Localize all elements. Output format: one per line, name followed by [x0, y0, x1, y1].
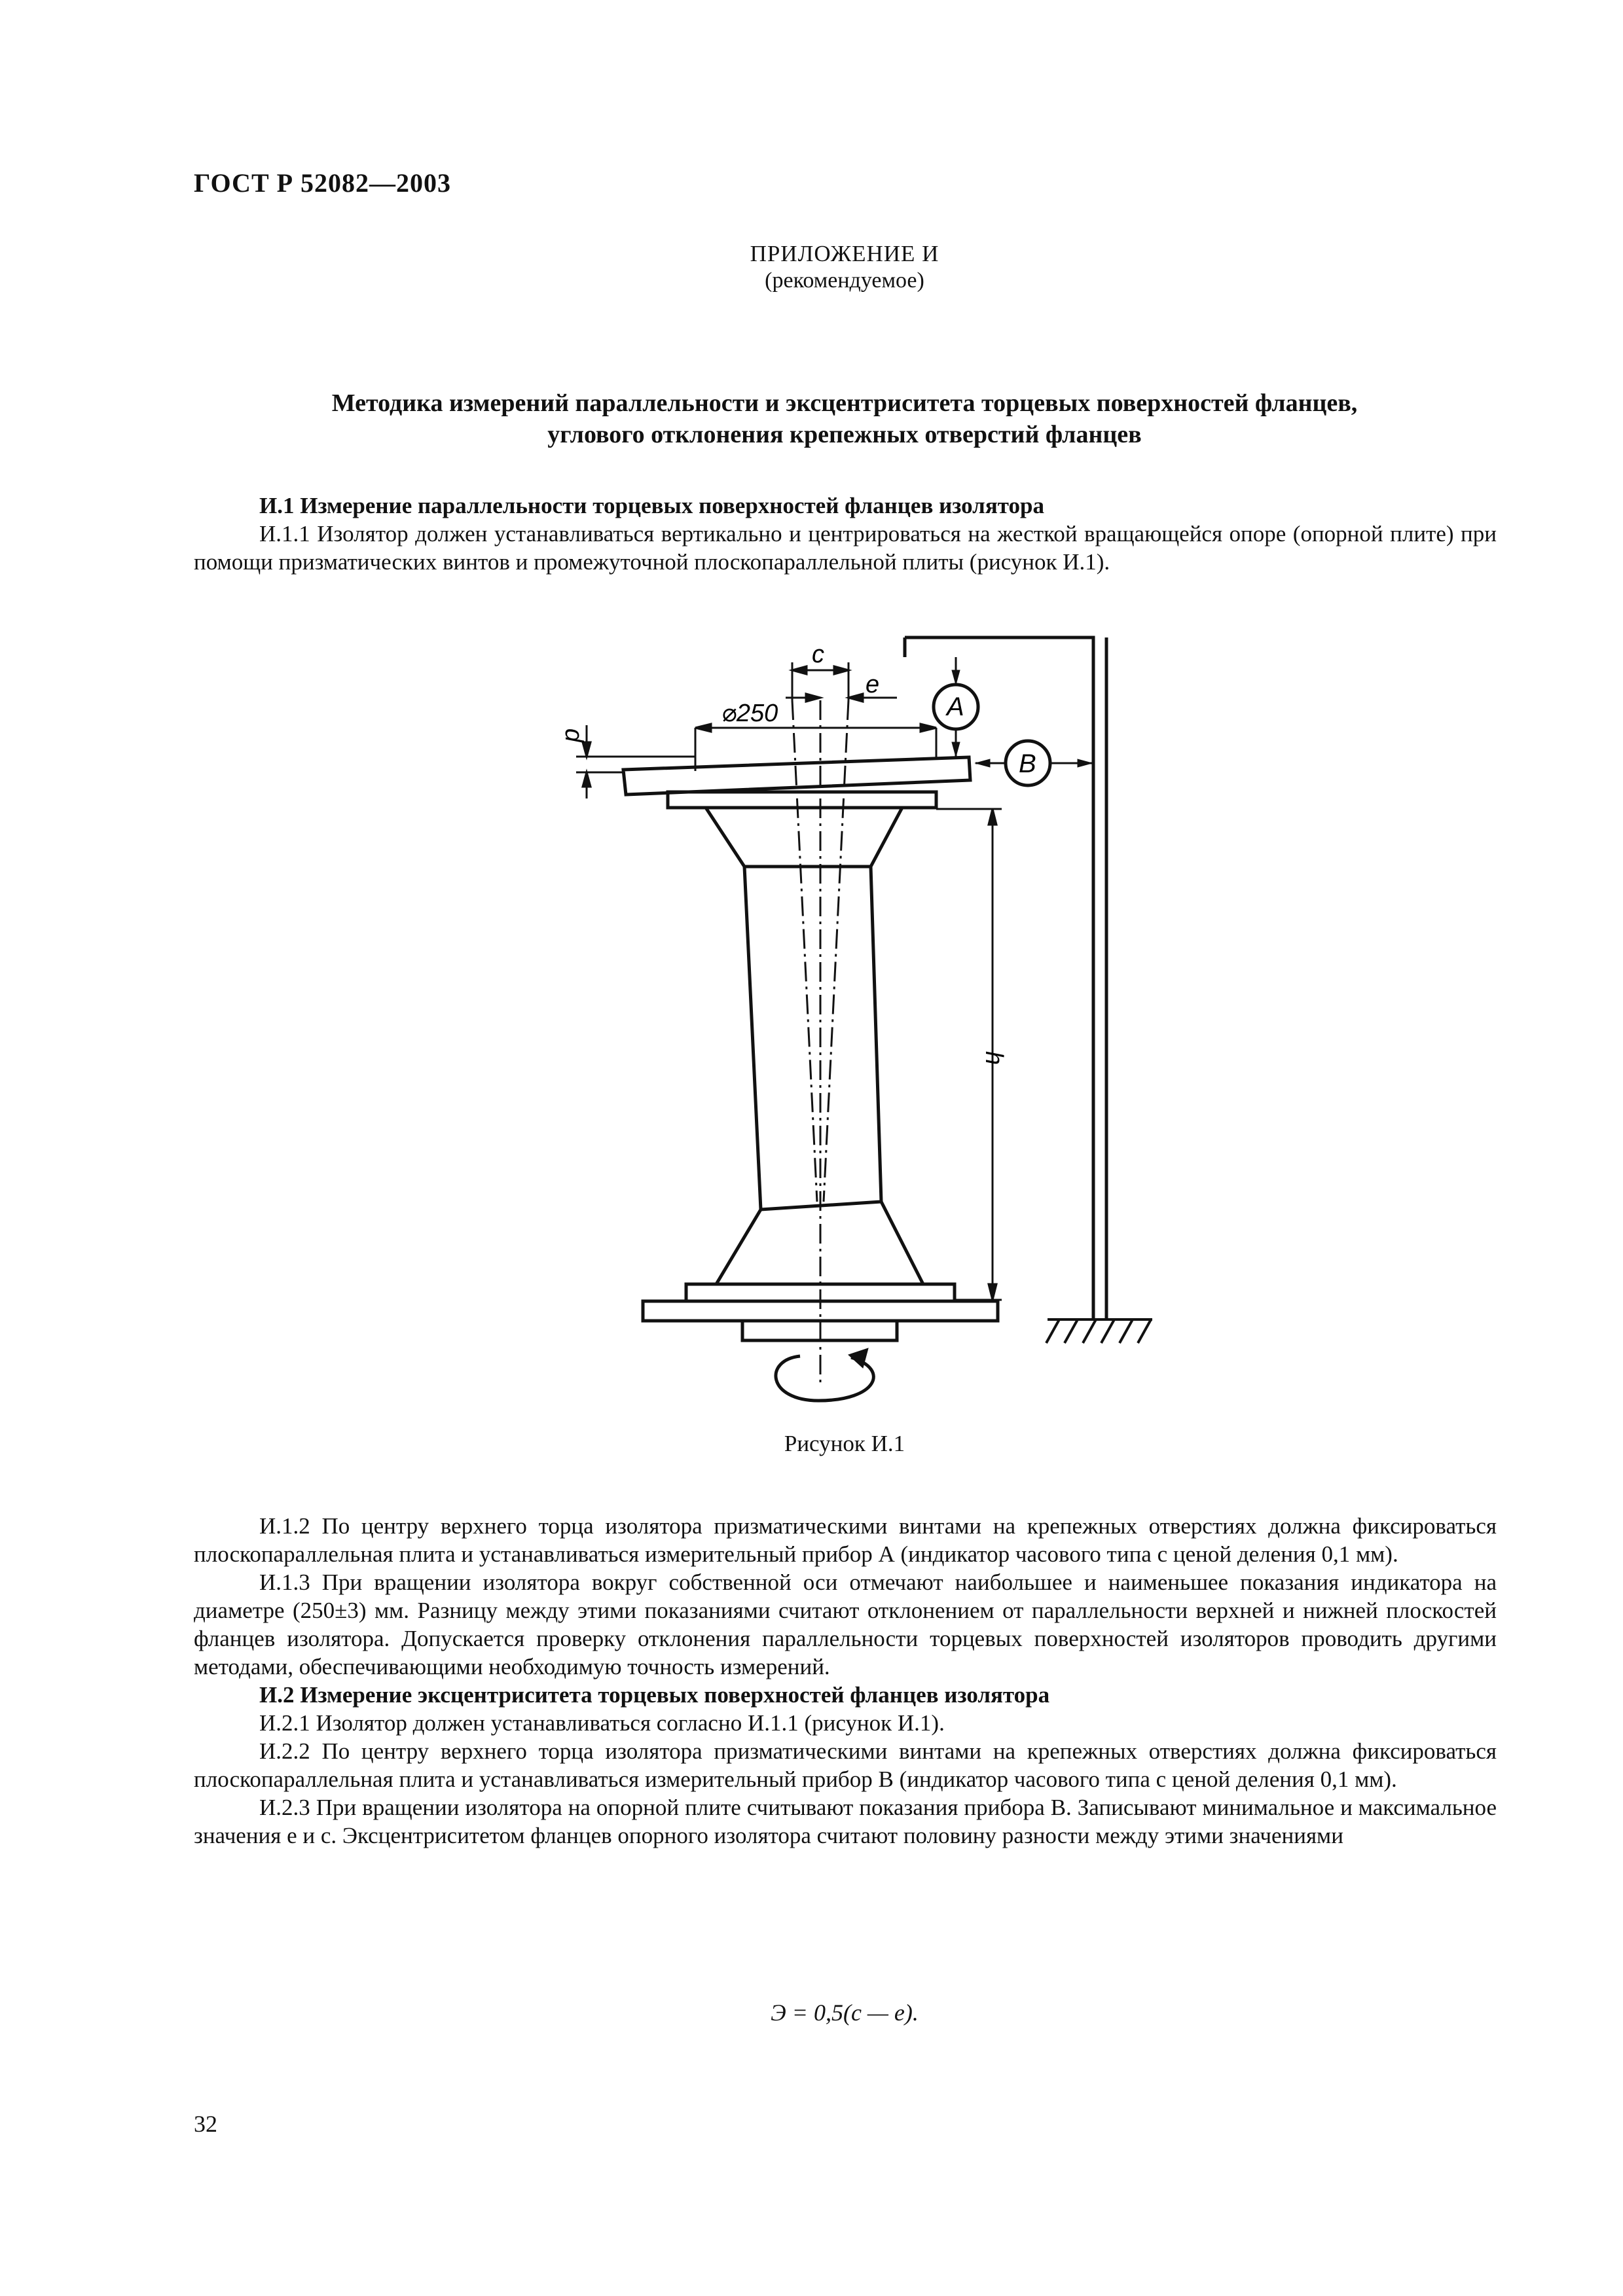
dimension-e — [786, 694, 897, 702]
label-e: e — [866, 671, 880, 698]
paragraph-1-2-1: И.2.1 Изолятор должен устанавливаться согласно И.1.1 (рисунок И.1). — [259, 1710, 945, 1736]
label-p: p — [557, 728, 585, 742]
label-b: B — [1019, 749, 1036, 778]
dimension-p — [576, 725, 695, 798]
ground-hatch — [1046, 1319, 1152, 1343]
page-number: 32 — [194, 2111, 217, 2137]
paragraph-1-1-3: И.1.3 При вращении изолятора вокруг собственной оси отмечают наибольшее и наименьшее показания индикатора на диаметре (250±3) мм. Разницу между этими показаниями считают отклонением от параллельности верхней и нижней плоскостей фланцев изолятора. Допускается проверку отклонения параллельности торцевых поверхностей изоляторов проводить другими методами, обеспечивающими необходимую точность измерений. — [194, 1570, 1497, 1679]
formula: Э = 0,5(с — е). — [771, 2000, 919, 2026]
section-1-bottom — [194, 1512, 1497, 1850]
paragraph-1-1-2: И.1.2 По центру верхнего торца изолятора призматическими винтами на крепежных отверстиях должна фиксироваться плоскопараллельная плита и устанавливаться измерительный прибор А (индикатор часового типа с ценой деления 0,1 мм). — [194, 1513, 1497, 1567]
paragraph-1-2-2: И.2.2 По центру верхнего торца изолятора призматическими винтами на крепежных отверстиях должна фиксироваться плоскопараллельная плита и устанавливаться измерительный прибор В (индикатор часового типа с ценой деления 0,1 мм). — [194, 1738, 1497, 1792]
label-h: h — [980, 1051, 1008, 1066]
document-title-line-2: углового отклонения крепежных отверстий фланцев — [547, 421, 1142, 448]
label-diameter: ⌀250 — [721, 700, 778, 727]
standard-number: ГОСТ Р 52082—2003 — [194, 168, 452, 198]
appendix-subtitle: (рекомендуемое) — [765, 268, 924, 293]
document-title-line-1: Методика измерений параллельности и эксцентриситета торцевых поверхностей фланцев, — [331, 389, 1358, 417]
insulator-body — [744, 867, 881, 1210]
upper-flange — [668, 792, 936, 808]
section-2-heading: И.2 Измерение эксцентриситета торцевых поверхностей фланцев изолятора — [259, 1682, 1050, 1708]
section-1-heading: И.1 Измерение параллельности торцевых поверхностей фланцев изолятора — [259, 493, 1044, 518]
appendix-title: ПРИЛОЖЕНИЕ И — [750, 241, 939, 266]
axis-lines — [792, 700, 848, 1384]
label-c: c — [812, 641, 824, 668]
stand-arm — [905, 637, 1093, 1319]
upper-cone — [706, 808, 902, 867]
paragraph-1-2-3: И.2.3 При вращении изолятора на опорной плите считывают показания прибора В. Записывают минимальное и максимальное значения е и с. Эксцентриситетом фланцев опорного изолятора считают половину разности между этими значениями — [194, 1795, 1497, 1848]
rotation-arrow — [776, 1348, 873, 1401]
figure-caption: Рисунок И.1 — [784, 1431, 905, 1456]
label-a: A — [947, 692, 964, 721]
paragraph-1-1-1: И.1.1 Изолятор должен устанавливаться вертикально и центрироваться на жесткой вращающейся опоре (опорной плите) при помощи призматических винтов и промежуточной плоскопараллельной плиты (рисунок И.1). — [194, 521, 1497, 575]
